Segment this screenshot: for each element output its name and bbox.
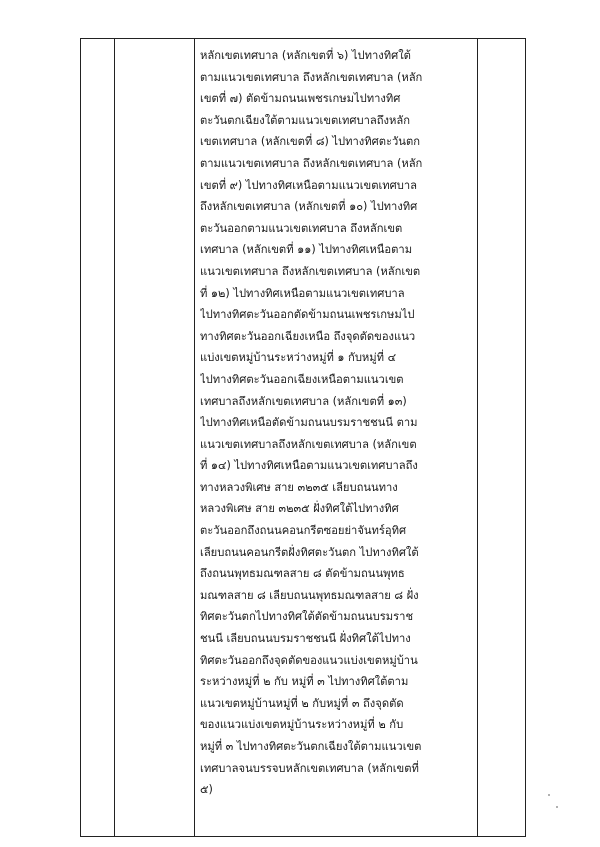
- scan-speck: [548, 794, 550, 796]
- scan-speck: [556, 806, 558, 808]
- text-line: ตามแนวเขตเทศบาล ถึงหลักเขตเทศบาล (หลัก: [200, 70, 423, 84]
- text-line: ทิศตะวันออกถึงจุดตัดของแนวแบ่งเขตหมู่บ้าน: [200, 653, 418, 667]
- text-line: แนวเขตเทศบาลถึงหลักเขตเทศบาล (หลักเขต: [200, 437, 417, 451]
- text-line: ไปทางทิศตะวันออกเฉียงเหนือตามแนวเขต: [200, 372, 404, 386]
- text-line: เขตที่ ๙) ไปทางทิศเหนือตามแนวเขตเทศบาล: [200, 178, 418, 192]
- text-line: หลักเขตเทศบาล (หลักเขตที่ ๖) ไปทางทิศใต้: [200, 49, 411, 62]
- text-line: แนวเขตหมู่บ้านหมู่ที่ ๒ กับหมู่ที่ ๓ ถึงจุดตัด: [200, 696, 404, 710]
- text-line: หมู่ที่ ๓ ไปทางทิศตะวันตกเฉียงใต้ตามแนวเขต: [200, 740, 422, 753]
- text-line: เขตที่ ๗) ตัดข้ามถนนเพชรเกษมไปทางทิศ: [200, 92, 401, 106]
- text-line: ทางหลวงพิเศษ สาย ๓๒๓๕ เลียบถนนทาง: [200, 480, 398, 494]
- text-line: ตะวันออกถึงถนนคอนกรีตซอยย่าจันทร์อุทิศ: [200, 524, 407, 538]
- text-line: เทศบาลถึงหลักเขตเทศบาล (หลักเขตที่ ๑๓): [200, 394, 407, 408]
- text-line: ที่ ๑๒) ไปทางทิศเหนือตามแนวเขตเทศบาล: [200, 286, 405, 300]
- text-line: เลียบถนนคอนกรีตฝั่งทิศตะวันตก ไปทางทิศใต้: [200, 545, 419, 559]
- column-divider-1: [114, 39, 115, 836]
- text-line: ตะวันตกเฉียงใต้ตามแนวเขตเทศบาลถึงหลัก: [200, 113, 411, 127]
- text-line: ของแนวแบ่งเขตหมู่บ้านระหว่างหมู่ที่ ๒ กับ: [200, 718, 404, 732]
- text-line: ระหว่างหมู่ที่ ๒ กับ หมู่ที่ ๓ ไปทางทิศใต้ตาม: [200, 675, 409, 689]
- text-line: ทิศตะวันตกไปทางทิศใต้ตัดข้ามถนนบรมราช: [200, 610, 414, 624]
- text-line: แนวเขตเทศบาล ถึงหลักเขตเทศบาล (หลักเขต: [200, 264, 421, 278]
- text-line: ตะวันออกตามแนวเขตเทศบาล ถึงหลักเขต: [200, 221, 403, 235]
- text-line: ถึงถนนพุทธมณฑลสาย ๘ ตัดข้ามถนนพุทธ: [200, 567, 405, 581]
- text-line: ถึงหลักเขตเทศบาล (หลักเขตที่ ๑๐) ไปทางทิศ: [200, 200, 418, 214]
- text-line: หลวงพิเศษ สาย ๓๒๓๕ ฝั่งทิศใต้ไปทางทิศ: [200, 502, 399, 516]
- boundary-description-cell: [200, 45, 478, 801]
- text-line: แบ่งเขตหมู่บ้านระหว่างหมู่ที่ ๑ กับหมู่ที่ ๔: [200, 351, 397, 365]
- text-line: ที่ ๑๔) ไปทางทิศเหนือตามแนวเขตเทศบาลถึง: [200, 459, 418, 473]
- text-line: เทศบาล (หลักเขตที่ ๑๑) ไปทางทิศเหนือตาม: [200, 243, 413, 257]
- column-divider-2: [194, 39, 195, 836]
- text-line: ไปทางทิศเหนือตัดข้ามถนนบรมราชชนนี ตาม: [200, 416, 418, 430]
- text-line: เขตเทศบาล (หลักเขตที่ ๘) ไปทางทิศตะวันตก: [200, 135, 420, 149]
- text-line: ชนนี เลียบถนนบรมราชชนนี ฝั่งทิศใต้ไปทาง: [200, 632, 411, 646]
- text-line: ตามแนวเขตเทศบาล ถึงหลักเขตเทศบาล (หลัก: [200, 156, 423, 170]
- text-line: ไปทางทิศตะวันออกตัดข้ามถนนเพชรเกษมไป: [200, 308, 415, 322]
- text-line: ทางทิศตะวันออกเฉียงเหนือ ถึงจุดตัดของแนว: [200, 329, 416, 343]
- text-line: ๕): [200, 783, 213, 797]
- text-line: มณฑลสาย ๘ เลียบถนนพุทธมณฑลสาย ๘ ฝั่ง: [200, 588, 419, 602]
- boundary-table: [80, 38, 526, 837]
- text-line: เทศบาลจนบรรจบหลักเขตเทศบาล (หลักเขตที่: [200, 761, 419, 775]
